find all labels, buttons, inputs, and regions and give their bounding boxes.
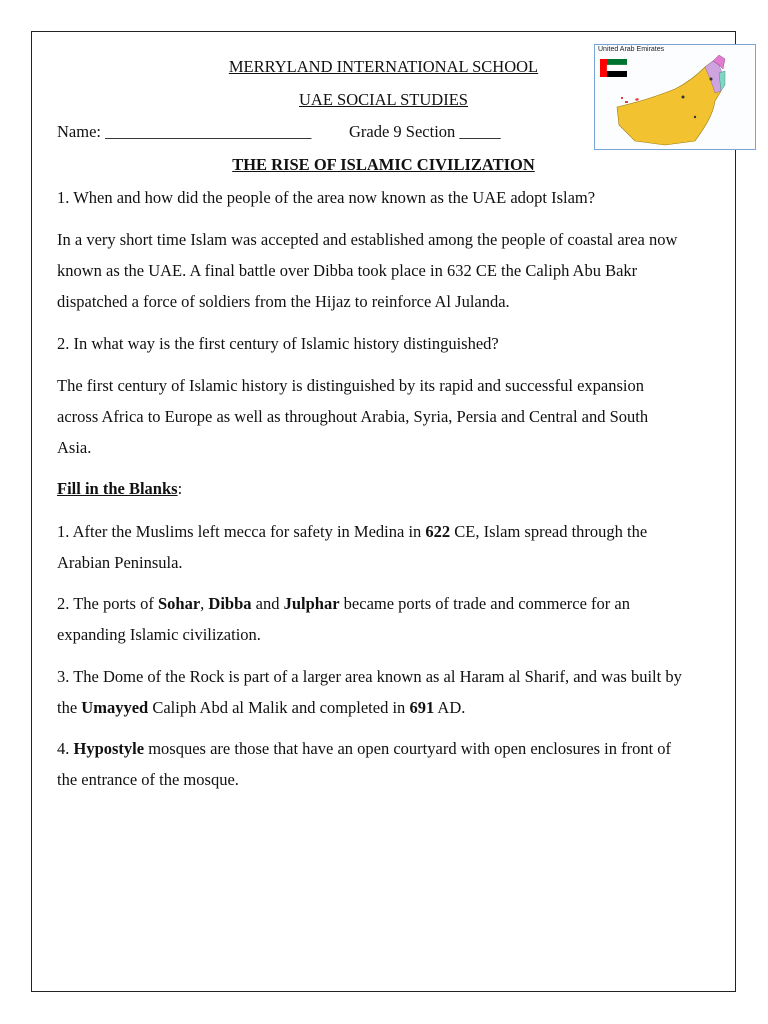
uae-map	[594, 44, 756, 150]
fill-item-3-line-2	[57, 698, 465, 718]
uae-land-shape	[617, 61, 721, 145]
answer-2-line-3: Asia.	[57, 438, 92, 457]
fill-item-3-answer-umayyed: Umayyed	[81, 698, 149, 717]
fill-item-4-text: mosques are those that have an open courtyard with open enclosures in front of	[144, 739, 672, 758]
fill-item-3-text-mid: Caliph Abd al Malik and completed in	[148, 698, 410, 717]
fill-item-4-line-1	[57, 739, 671, 759]
fill-blanks-heading	[57, 479, 182, 499]
question-2: 2. In what way is the first century of Islamic history distinguished?	[57, 334, 499, 353]
fill-blanks-title: Fill in the Blanks	[57, 479, 178, 498]
fill-item-2-line-1	[57, 594, 630, 614]
fill-item-2-and: and	[251, 594, 284, 613]
fill-blanks-colon: :	[177, 479, 183, 498]
page-title: THE RISE OF ISLAMIC CIVILIZATION	[232, 155, 535, 174]
fill-item-2-sep: ,	[200, 594, 209, 613]
subject-title: UAE SOCIAL STUDIES	[299, 90, 468, 109]
fill-item-2-text: 2. The ports of	[57, 594, 158, 613]
fill-item-2-line-2: expanding Islamic civilization.	[57, 625, 261, 644]
fill-item-4-number: 4.	[57, 739, 74, 758]
answer-2-line-2: across Africa to Europe as well as throughout Arabia, Syria, Persia and Central and South	[57, 407, 649, 426]
fill-item-2-answer-julphar: Julphar	[283, 594, 340, 613]
city-marker	[710, 78, 713, 81]
worksheet-page	[31, 31, 736, 992]
grade-section-label: Grade 9 Section _____	[349, 122, 501, 141]
fill-item-1-answer: 622	[425, 522, 451, 541]
fill-item-2-answer-sohar: Sohar	[157, 594, 201, 613]
answer-1-line-1: In a very short time Islam was accepted and established among the people of coastal area now	[57, 230, 678, 249]
city-marker	[682, 96, 685, 99]
fill-item-3-text: the	[57, 698, 82, 717]
answer-2-line-1: The first century of Islamic history is distinguished by its rapid and successful expansion	[57, 376, 645, 395]
answer-1-line-3: dispatched a force of soldiers from the Hijaz to reinforce Al Julanda.	[57, 292, 510, 311]
name-field-label: Name: _________________________	[57, 122, 312, 141]
fill-item-3-answer-691: 691	[409, 698, 435, 717]
school-name: MERRYLAND INTERNATIONAL SCHOOL	[228, 57, 539, 76]
uae-flag	[600, 59, 627, 77]
map-title: United Arab Emirates	[598, 46, 665, 53]
fill-item-4-line-2: the entrance of the mosque.	[57, 770, 239, 789]
uae-map-drawing	[595, 45, 757, 151]
fill-item-4-answer-hypostyle: Hypostyle	[73, 739, 145, 758]
fill-item-1-line-2: Arabian Peninsula.	[57, 553, 183, 572]
fill-item-1-line-1	[57, 522, 647, 542]
fill-item-3-text-end: AD.	[434, 698, 466, 717]
fill-item-2-answer-dibba: Dibba	[208, 594, 252, 613]
city-marker	[694, 116, 696, 118]
fill-item-1-text-end: CE, Islam spread through the	[450, 522, 648, 541]
fill-item-1-text: 1. After the Muslims left mecca for safety in Medina in	[57, 522, 426, 541]
answer-1-line-2: known as the UAE. A final battle over Dibba took place in 632 CE the Caliph Abu Bakr	[57, 261, 638, 280]
fill-item-2-text-end: became ports of trade and commerce for an	[339, 594, 630, 613]
question-1: 1. When and how did the people of the area now known as the UAE adopt Islam?	[57, 188, 596, 207]
fill-item-3-line-1: 3. The Dome of the Rock is part of a larger area known as al Haram al Sharif, and was built by	[57, 667, 682, 686]
